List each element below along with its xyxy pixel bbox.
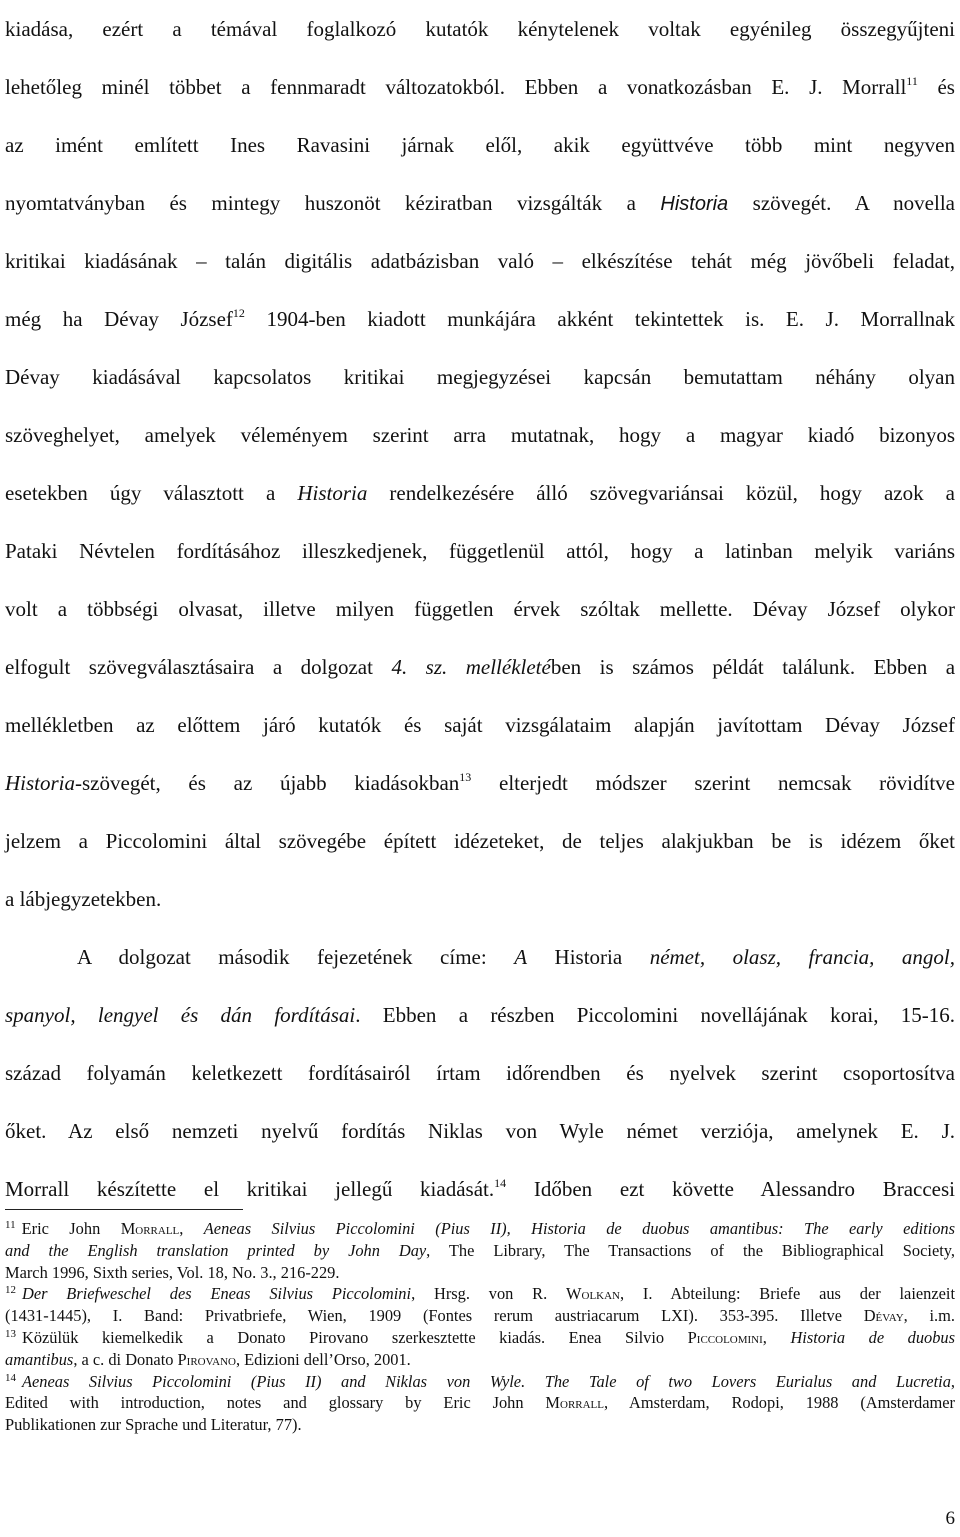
footnote-line: $^{11}$ Eric John Morrall, Aeneas Silvius Piccolomini (Pius II), Historia de duobus amantibus: The early editions	[5, 1219, 955, 1238]
footnote-separator	[5, 1209, 243, 1210]
body-line: század folyamán keletkezett fordításairól írtam időrendben és nyelvek szerint csoportosítva	[5, 1061, 955, 1085]
body-line: A dolgozat második fejezetének címe: A Historia német, olasz, francia, angol,	[77, 945, 955, 969]
body-line: mellékletben az előttem járó kutatók és saját vizsgálataim alapján javítottam Dévay József	[5, 713, 955, 737]
footnote-ref-11[interactable]: 11	[906, 74, 918, 88]
body-line: az imént említett Ines Ravasini járnak elől, akik együttvéve több mint negyven	[5, 133, 955, 157]
body-line: szöveghelyet, amelyek véleményem szerint arra mutatnak, hogy a magyar kiadó bizonyos	[5, 423, 955, 447]
footnote-number: 13	[5, 1327, 16, 1340]
footnote-ref-14[interactable]: 14	[494, 1176, 507, 1190]
body-line: elfogult szövegválasztásaira a dolgozat 4. sz. mellékletében is számos példát találunk. Ebben a	[5, 655, 956, 679]
footnotes	[5, 1218, 955, 1436]
body-line: Morrall készítette el kritikai jellegű kiadását.$^{14}$ Időben ezt követte Alessandro Braccesi	[5, 1176, 956, 1201]
body-line: volt a többségi olvasat, illetve milyen független érvek szóltak mellette. Dévay József olykor	[5, 597, 955, 621]
page-number: 6	[945, 1508, 955, 1529]
body-line: lehetőleg minél többet a fennmaradt változatokból. Ebben a vonatkozásban E. J. Morrall$^{11}$ és	[5, 74, 955, 99]
footnote-number: 12	[5, 1284, 16, 1297]
footnote-line: $^{12}$ Der Briefweschel des Eneas Silvius Piccolomini, Hrsg. von R. Wolkan, I. Abteilung: Briefe aus der laienzeit	[5, 1284, 956, 1304]
footnote-line: (1431-1445), I. Band: Privatbriefe, Wien, 1909 (Fontes rerum austriacarum LXI). 353-395. Illetve Dévay, i.m.	[5, 1306, 955, 1326]
footnote-ref-12[interactable]: 12	[232, 306, 245, 320]
footnote-line: and the English translation printed by John Day, The Library, The Transactions of the Bibliographical Society,	[5, 1240, 956, 1260]
body-line: esetekben úgy választott a Historia rendelkezésére álló szövegvariánsai közül, hogy azok a	[5, 481, 955, 505]
body-line: kritikai kiadásának – talán digitális adatbázisban való – elkészítése tehát még jövőbeli feladat,	[5, 249, 955, 273]
body-line: Historia-szövegét, és az újabb kiadásokban$^{13}$ elterjedt módszer szerint nemcsak rövidítve	[5, 770, 955, 795]
footnote-line: $^{14}$ Aeneas Silvius Piccolomini (Pius II) and Niklas von Wyle. The Tale of two Lovers Eurialus and Lucretia,	[5, 1371, 955, 1391]
footnote-line: Publikationen zur Sprache und Literatur, 77).	[5, 1415, 302, 1435]
body-text	[5, 0, 955, 1218]
footnote-number: 11	[5, 1219, 16, 1231]
body-line: még ha Dévay József$^{12}$ 1904-ben kiadott munkájára akként tekintettek is. E. J. Morrallnak	[5, 306, 955, 331]
footnote-number: 14	[5, 1371, 16, 1384]
body-line: kiadása, ezért a témával foglalkozó kutatók kénytelenek voltak egyénileg összegyűjteni	[5, 17, 955, 41]
body-line: őket. Az első nemzeti nyelvű fordítás Niklas von Wyle német verziója, amelynek E. J.	[5, 1119, 955, 1143]
footnote-line: Edited with introduction, notes and glossary by Eric John Morrall, Amsterdam, Rodopi, 1988 (Amsterdamer	[5, 1393, 955, 1413]
footnote-ref-13[interactable]: 13	[459, 770, 472, 784]
body-line: nyomtatványban és mintegy huszonöt kéziratban vizsgálták a Historia szövegét. A novella	[5, 191, 955, 215]
body-line: jelzem a Piccolomini által szövegébe épített idézeteket, de teljes alakjukban be is idézem őket	[5, 829, 955, 853]
footnote-line: March 1996, Sixth series, Vol. 18, No. 3., 216-229.	[5, 1262, 340, 1282]
footnote-line: amantibus, a c. di Donato Pirovano, Edizioni dell’Orso, 2001.	[5, 1349, 411, 1369]
body-line: Pataki Névtelen fordításához illeszkedjenek, függetlenül attól, hogy a latinban melyik variáns	[5, 539, 955, 563]
body-line: Dévay kiadásával kapcsolatos kritikai megjegyzései kapcsán bemutattam néhány olyan	[5, 365, 955, 389]
body-line: spanyol, lengyel és dán fordításai. Ebben a részben Piccolomini novellájának korai, 15-16.	[5, 1003, 955, 1027]
footnote-line: $^{13}$ Közülük kiemelkedik a Donato Pirovano szerkesztette kiadás. Enea Silvio Piccolomini, Historia de duobus	[5, 1327, 955, 1347]
body-line: a lábjegyzetekben.	[5, 887, 162, 911]
